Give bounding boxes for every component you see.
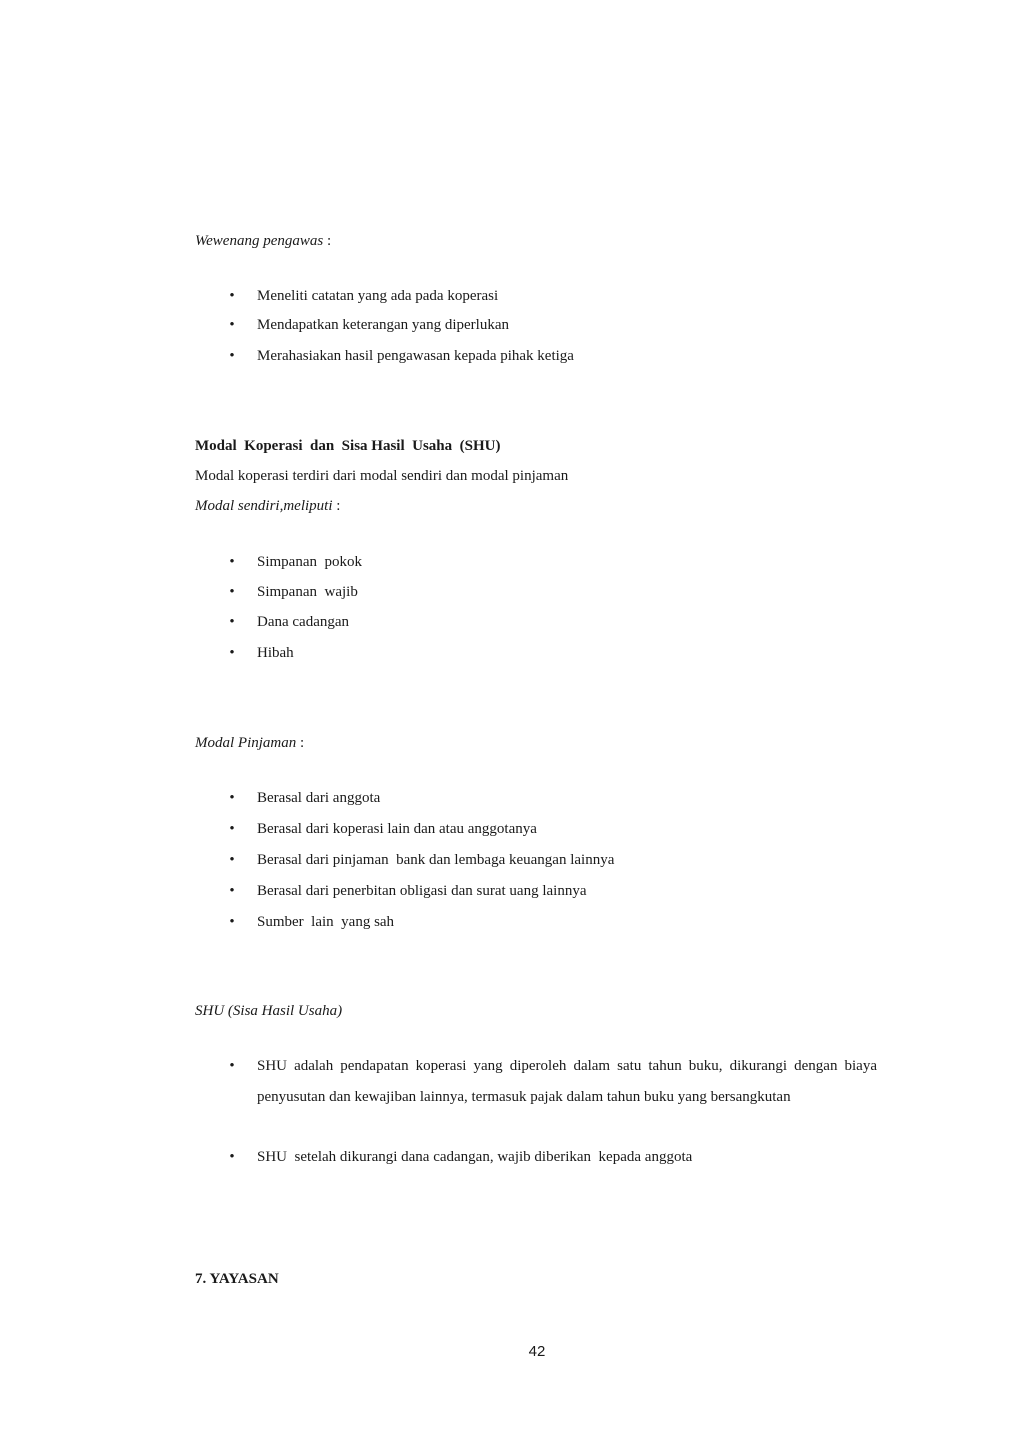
- bullet-icon: •: [229, 317, 235, 333]
- modal-heading: Modal Koperasi dan Sisa Hasil Usaha (SHU): [195, 438, 501, 454]
- modal-sendiri-heading: Modal sendiri,meliputi: [195, 498, 333, 514]
- list-item-text: Meneliti catatan yang ada pada koperasi: [257, 288, 499, 304]
- wewenang-heading: Wewenang pengawas: [195, 233, 324, 249]
- bullet-icon: •: [229, 1149, 235, 1165]
- list-item-text: Berasal dari penerbitan obligasi dan surat uang lainnya: [257, 883, 587, 899]
- page-number: 42: [528, 1343, 546, 1360]
- modal-sendiri-heading-line: [195, 496, 340, 516]
- list-item-text: Mendapatkan keterangan yang diperlukan: [257, 317, 509, 333]
- wewenang-heading-line: [195, 231, 331, 251]
- list-item-text: Merahasiakan hasil pengawasan kepada pihak ketiga: [257, 348, 574, 364]
- list-item-text: Berasal dari pinjaman bank dan lembaga keuangan lainnya: [257, 852, 615, 868]
- modal-sendiri-suffix: :: [332, 498, 341, 514]
- list-item-text: Berasal dari anggota: [257, 790, 381, 806]
- modal-pinjaman-suffix: :: [296, 735, 305, 751]
- wewenang-heading-suffix: :: [323, 233, 332, 249]
- bullet-icon: •: [229, 288, 235, 304]
- bullet-icon: •: [229, 821, 235, 837]
- list-item-text: Sumber lain yang sah: [257, 914, 395, 930]
- bullet-icon: •: [229, 883, 235, 899]
- shu-heading: SHU (Sisa Hasil Usaha): [195, 1003, 343, 1019]
- bullet-icon: •: [229, 584, 235, 600]
- modal-pinjaman-heading-line: [195, 733, 304, 753]
- shu-item-text: SHU adalah pendapatan koperasi yang diperoleh dalam satu tahun buku, dikurangi dengan biaya penyusutan dan kewajiban lainnya, termasuk pajak dalam tahun buku yang bersangkutan: [257, 1058, 877, 1105]
- shu-item-text: SHU setelah dikurangi dana cadangan, wajib diberikan kepada anggota: [257, 1149, 693, 1165]
- bullet-icon: •: [229, 914, 235, 930]
- bullet-icon: •: [229, 1058, 235, 1074]
- yayasan-heading: 7. YAYASAN: [195, 1271, 279, 1287]
- bullet-icon: •: [229, 645, 235, 661]
- list-item-text: Simpanan wajib: [257, 584, 358, 600]
- list-item-text: Simpanan pokok: [257, 554, 362, 570]
- bullet-icon: •: [229, 852, 235, 868]
- bullet-icon: •: [229, 348, 235, 364]
- list-item-text: Hibah: [257, 645, 294, 661]
- bullet-icon: •: [229, 790, 235, 806]
- list-item-text: Dana cadangan: [257, 614, 350, 630]
- modal-intro: Modal koperasi terdiri dari modal sendiri dan modal pinjaman: [195, 468, 569, 484]
- list-item-text: Berasal dari koperasi lain dan atau anggotanya: [257, 821, 537, 837]
- bullet-icon: •: [229, 614, 235, 630]
- bullet-icon: •: [229, 554, 235, 570]
- modal-pinjaman-heading: Modal Pinjaman: [195, 735, 297, 751]
